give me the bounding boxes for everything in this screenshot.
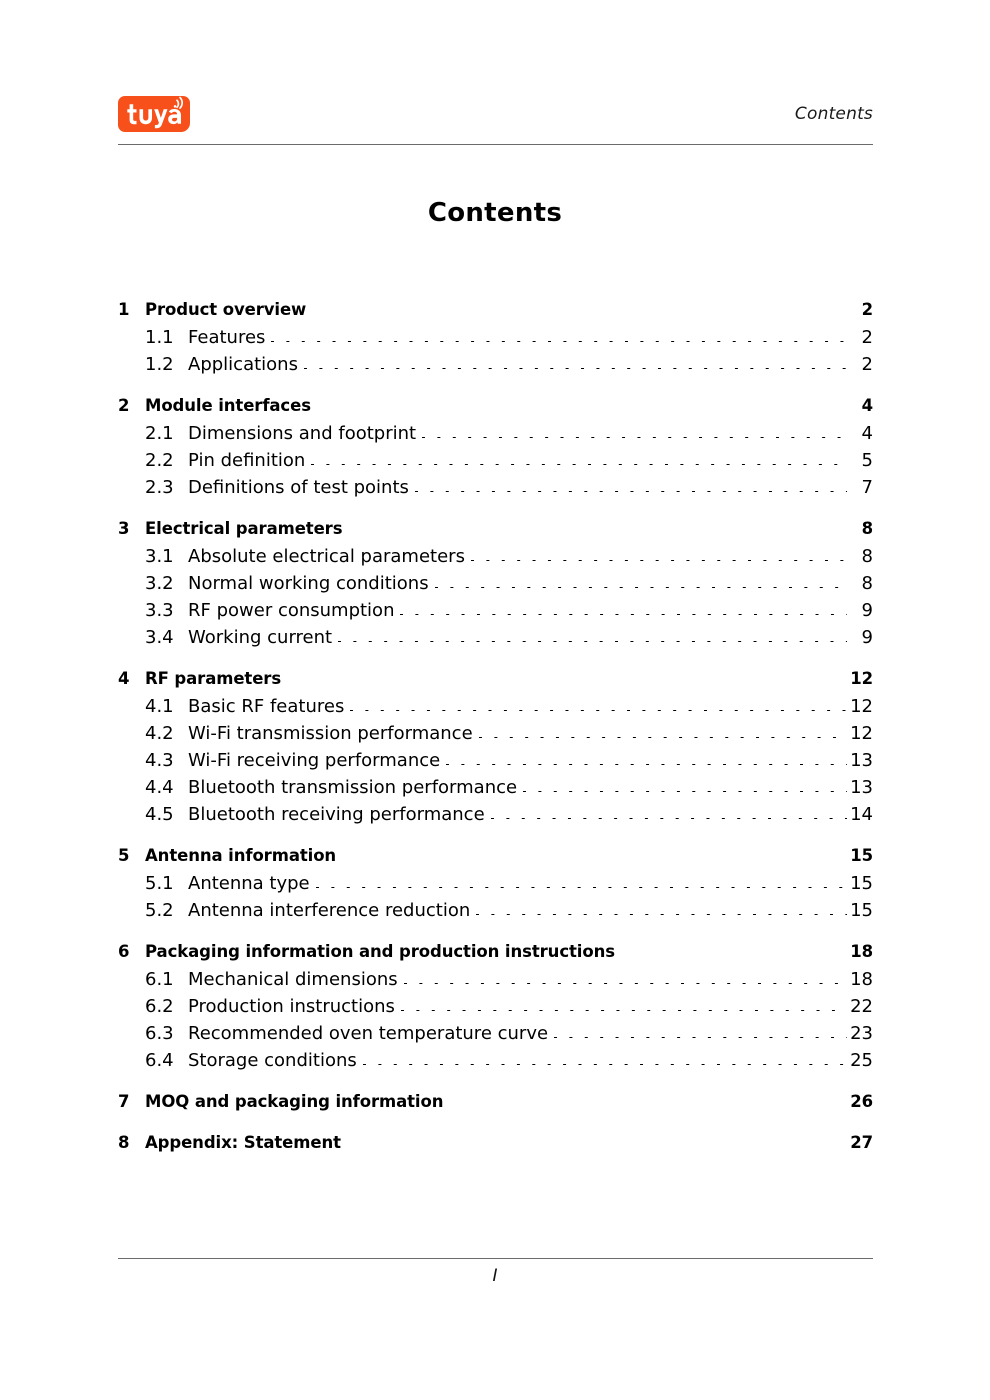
toc-chapter-page-number: 15: [850, 846, 873, 865]
toc-group: [118, 1088, 873, 1115]
toc-section-title: Production instructions: [188, 996, 395, 1017]
toc-section-title: Features: [188, 327, 266, 348]
toc-section-title: Recommended oven temperature curve: [188, 1023, 549, 1044]
toc-section-number: 4.3: [145, 750, 174, 771]
dot-leader: [400, 614, 847, 615]
toc-section[interactable]: [118, 447, 873, 474]
toc-chapter-number: 1: [118, 300, 130, 319]
toc-section[interactable]: [118, 324, 873, 351]
toc-section-title: Normal working conditions: [188, 573, 429, 594]
toc-section-title: Working current: [188, 627, 333, 648]
toc-section-title: RF power consumption: [188, 600, 395, 621]
toc-section-page-number: 13: [850, 750, 873, 771]
toc-chapter[interactable]: [118, 665, 873, 692]
toc-section[interactable]: [118, 351, 873, 378]
dot-leader: [363, 1064, 847, 1065]
dot-leader: [342, 859, 847, 860]
toc-section[interactable]: [118, 474, 873, 501]
toc-section-page-number: 8: [861, 546, 873, 567]
dot-leader: [287, 682, 847, 683]
toc-chapter[interactable]: [118, 1129, 873, 1156]
toc-chapter-title: Electrical parameters: [145, 519, 343, 538]
dot-leader: [415, 491, 847, 492]
toc-section-page-number: 12: [850, 723, 873, 744]
footer-page-number: I: [492, 1266, 498, 1286]
toc-chapter-page-number: 18: [850, 942, 873, 961]
toc-section-title: Bluetooth receiving performance: [188, 804, 485, 825]
toc-section[interactable]: [118, 693, 873, 720]
toc-chapter-number: 4: [118, 669, 130, 688]
toc-section-page-number: 23: [850, 1023, 873, 1044]
dot-leader: [554, 1037, 847, 1038]
toc-section-page-number: 4: [861, 423, 873, 444]
toc-chapter-title: Appendix: Statement: [145, 1133, 341, 1152]
toc-section-page-number: 5: [861, 450, 873, 471]
page-title: Contents: [427, 198, 563, 228]
dot-leader: [404, 983, 847, 984]
toc-section-title: Basic RF features: [188, 696, 345, 717]
toc-chapter-title: MOQ and packaging information: [145, 1092, 444, 1111]
toc-section[interactable]: [118, 1047, 873, 1074]
toc-section-number: 2.2: [145, 450, 174, 471]
dot-leader: [347, 1146, 847, 1147]
toc-section-number: 5.1: [145, 873, 174, 894]
toc-section-page-number: 18: [850, 969, 873, 990]
dot-leader: [350, 710, 847, 711]
toc-chapter-number: 8: [118, 1133, 130, 1152]
page-header: [118, 96, 873, 146]
dot-leader: [435, 587, 847, 588]
toc-section-title: Absolute electrical parameters: [188, 546, 465, 567]
toc-chapter-title: Antenna information: [145, 846, 337, 865]
toc-section-page-number: 2: [861, 354, 873, 375]
toc-group: [118, 515, 873, 651]
toc-chapter-page-number: 4: [861, 396, 873, 415]
toc-section[interactable]: [118, 570, 873, 597]
toc-group: [118, 1129, 873, 1156]
toc-section-page-number: 15: [850, 873, 873, 894]
toc-section-title: Wi-Fi transmission performance: [188, 723, 473, 744]
dot-leader: [446, 764, 847, 765]
toc-chapter[interactable]: [118, 296, 873, 323]
dot-leader: [401, 1010, 847, 1011]
toc-chapter-number: 2: [118, 396, 130, 415]
toc-chapter-page-number: 27: [850, 1133, 873, 1152]
toc-section-title: Mechanical dimensions: [188, 969, 398, 990]
toc-section-number: 3.2: [145, 573, 174, 594]
running-head: Contents: [794, 104, 873, 124]
toc-section-number: 3.1: [145, 546, 174, 567]
footer-divider: [118, 1258, 873, 1259]
wifi-dot-icon: [174, 105, 177, 108]
dot-leader: [271, 341, 847, 342]
toc-chapter-number: 5: [118, 846, 130, 865]
toc-group: [118, 392, 873, 501]
toc-section-page-number: 8: [861, 573, 873, 594]
dot-leader: [311, 464, 847, 465]
wifi-arc-icon: [177, 98, 182, 109]
dot-leader: [479, 737, 847, 738]
toc-section-page-number: 2: [861, 327, 873, 348]
toc-section[interactable]: [118, 897, 873, 924]
toc-section-title: Applications: [188, 354, 298, 375]
toc-group: [118, 938, 873, 1074]
toc-chapter-page-number: 8: [861, 519, 873, 538]
toc-section-page-number: 13: [850, 777, 873, 798]
dot-leader: [476, 914, 847, 915]
toc-section[interactable]: [118, 774, 873, 801]
toc-chapter-number: 7: [118, 1092, 130, 1111]
toc-section-page-number: 9: [861, 627, 873, 648]
toc-section-number: 3.4: [145, 627, 174, 648]
toc-section-number: 4.1: [145, 696, 174, 717]
dot-leader: [317, 409, 847, 410]
toc-chapter-title: Packaging information and production instructions: [145, 942, 615, 961]
toc-chapter-title: RF parameters: [145, 669, 282, 688]
toc-section-title: Antenna interference reduction: [188, 900, 471, 921]
toc-group: [118, 665, 873, 828]
toc-section-page-number: 25: [850, 1050, 873, 1071]
table-of-contents: [118, 296, 873, 1157]
toc-section-number: 6.2: [145, 996, 174, 1017]
dot-leader: [471, 560, 847, 561]
toc-section-number: 3.3: [145, 600, 174, 621]
dot-leader: [523, 791, 847, 792]
toc-section-title: Dimensions and footprint: [188, 423, 417, 444]
toc-section-number: 6.3: [145, 1023, 174, 1044]
toc-section-number: 2.1: [145, 423, 174, 444]
toc-section-page-number: 12: [850, 696, 873, 717]
dot-leader: [304, 368, 847, 369]
toc-section-number: 1.1: [145, 327, 174, 348]
tuya-logo: [118, 96, 190, 132]
toc-group: [118, 842, 873, 924]
toc-section-number: 4.5: [145, 804, 174, 825]
toc-section-page-number: 14: [850, 804, 873, 825]
toc-chapter[interactable]: [118, 842, 873, 869]
toc-chapter[interactable]: [118, 1088, 873, 1115]
dot-leader: [491, 818, 847, 819]
toc-chapter[interactable]: [118, 515, 873, 542]
dot-leader: [316, 887, 847, 888]
toc-section-title: Pin definition: [188, 450, 306, 471]
toc-section[interactable]: [118, 801, 873, 828]
toc-section-number: 1.2: [145, 354, 174, 375]
toc-chapter[interactable]: [118, 392, 873, 419]
dot-leader: [621, 955, 847, 956]
toc-chapter-page-number: 26: [850, 1092, 873, 1111]
toc-section[interactable]: [118, 870, 873, 897]
dot-leader: [338, 641, 847, 642]
toc-section[interactable]: [118, 1020, 873, 1047]
tuya-logo-mark: [118, 96, 190, 132]
header-divider: [118, 144, 873, 145]
toc-section[interactable]: [118, 543, 873, 570]
toc-chapter-number: 3: [118, 519, 130, 538]
toc-section-title: Bluetooth transmission performance: [188, 777, 518, 798]
toc-section[interactable]: [118, 720, 873, 747]
toc-section[interactable]: [118, 966, 873, 993]
dot-leader: [312, 313, 847, 314]
toc-section-number: 6.4: [145, 1050, 174, 1071]
toc-section-number: 5.2: [145, 900, 174, 921]
toc-section-title: Definitions of test points: [188, 477, 409, 498]
toc-section[interactable]: [118, 993, 873, 1020]
dot-leader: [348, 532, 847, 533]
toc-section-number: 4.4: [145, 777, 174, 798]
toc-section-number: 6.1: [145, 969, 174, 990]
toc-section-page-number: 7: [861, 477, 873, 498]
toc-chapter-page-number: 2: [861, 300, 873, 319]
toc-chapter[interactable]: [118, 938, 873, 965]
toc-section-number: 4.2: [145, 723, 174, 744]
toc-section-title: Wi-Fi receiving performance: [188, 750, 441, 771]
dot-leader: [449, 1105, 847, 1106]
toc-chapter-title: Product overview: [145, 300, 307, 319]
toc-section[interactable]: [118, 747, 873, 774]
toc-section[interactable]: [118, 624, 873, 651]
dot-leader: [422, 437, 847, 438]
toc-group: [118, 296, 873, 378]
toc-chapter-number: 6: [118, 942, 130, 961]
toc-section-page-number: 9: [861, 600, 873, 621]
toc-section[interactable]: [118, 420, 873, 447]
toc-section-title: Antenna type: [188, 873, 310, 894]
toc-section-page-number: 15: [850, 900, 873, 921]
toc-section-number: 2.3: [145, 477, 174, 498]
toc-chapter-title: Module interfaces: [145, 396, 311, 415]
toc-section[interactable]: [118, 597, 873, 624]
toc-chapter-page-number: 12: [850, 669, 873, 688]
toc-section-title: Storage conditions: [188, 1050, 357, 1071]
toc-section-page-number: 22: [850, 996, 873, 1017]
